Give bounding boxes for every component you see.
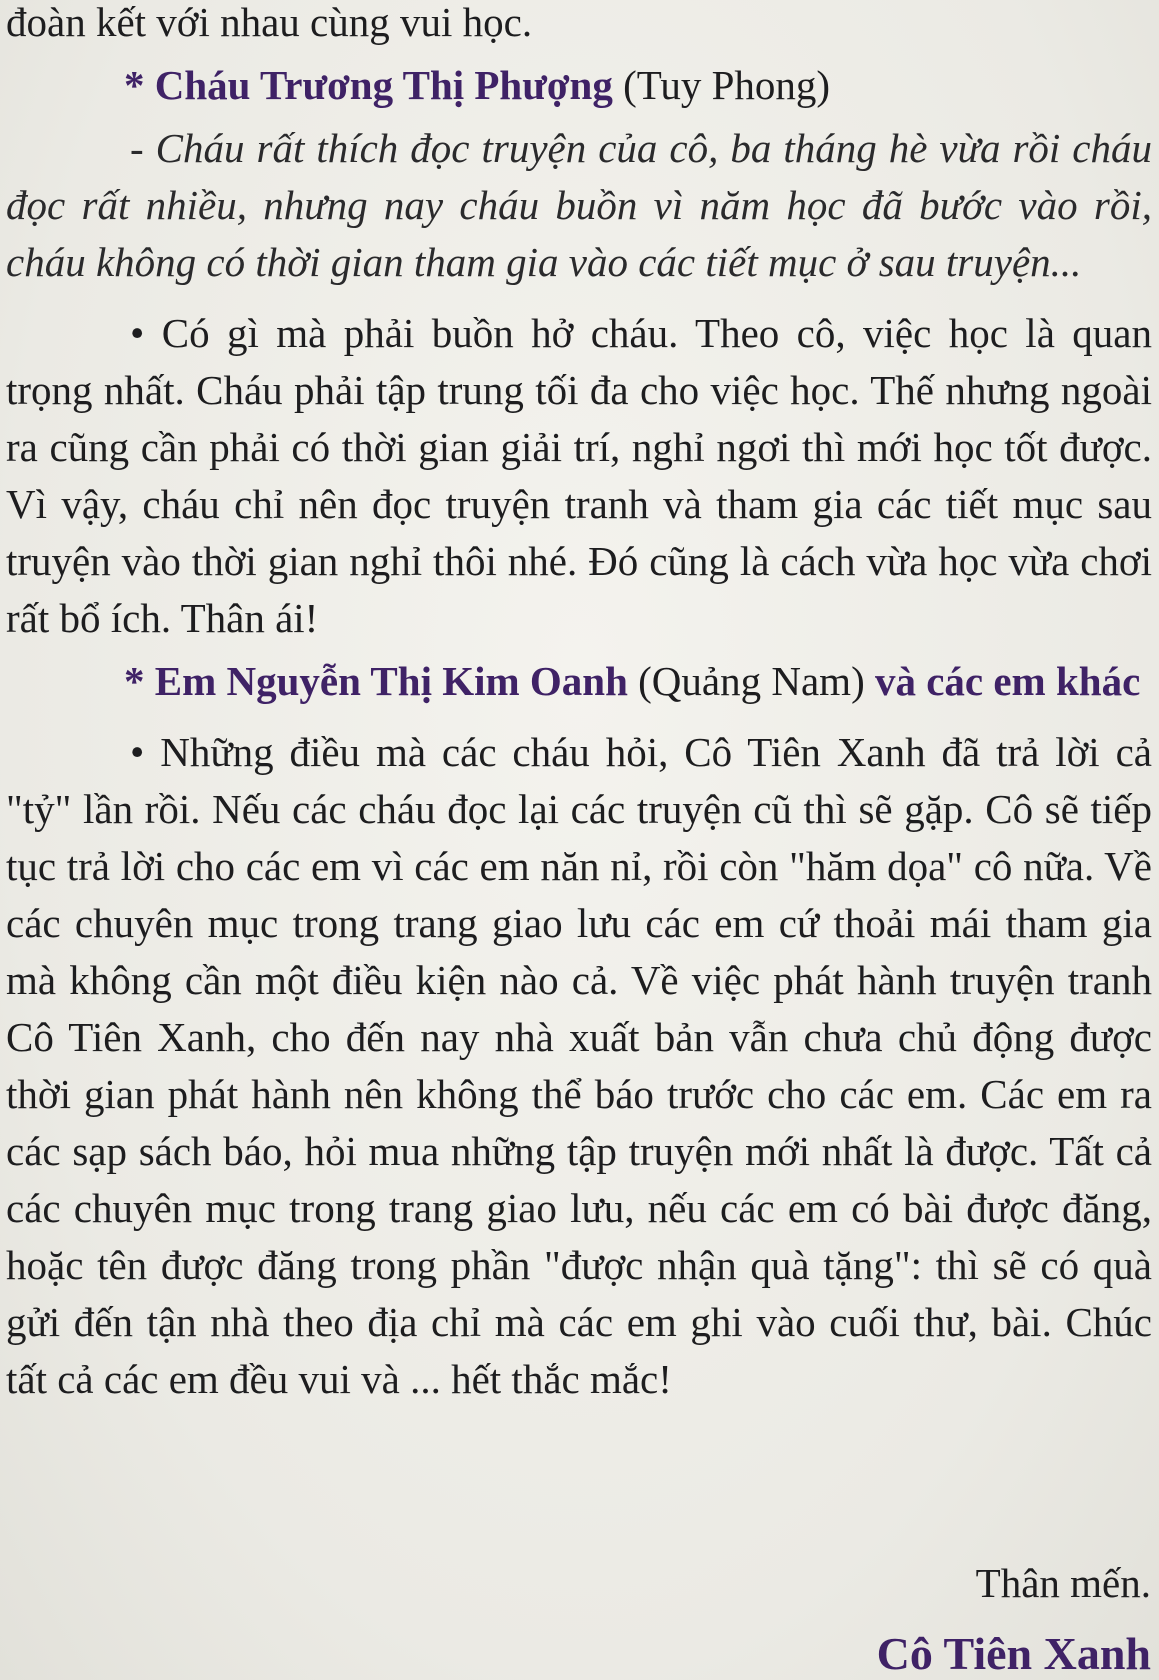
letter1-name: Cháu Trương Thị Phượng: [154, 62, 613, 108]
letter1-answer: • Có gì mà phải buồn hở cháu. Theo cô, việc học là quan trọng nhất. Cháu phải tập trung tối đa cho việc học. Thế nhưng ngoài ra cũng cần phải có thời gian giải trí, nghỉ ngơi thì mới học tốt được. Vì vậy, cháu chỉ nên đọc truyện tranh và tham gia các tiết mục sau truyện vào thời gian nghỉ thôi nhé. Đó cũng là cách vừa học vừa chơi rất bổ ích. Thân ái!: [6, 310, 1152, 641]
letter1-heading: [6, 57, 1152, 114]
letter1-question: - Cháu rất thích đọc truyện của cô, ba tháng hè vừa rồi cháu đọc rất nhiều, nhưng nay cháu buồn vì năm học đã bước vào rồi, cháu không có thời gian tham gia vào các tiết mục ở sau truyện...: [6, 125, 1152, 285]
letter2-star: *: [124, 658, 155, 704]
letter2-others: và các em khác: [874, 658, 1141, 704]
letter2-name: Em Nguyễn Thị Kim Oanh: [154, 658, 628, 704]
article-body: [6, 0, 1152, 1408]
letter1-place: (Tuy Phong): [612, 62, 831, 108]
letter2-heading: [6, 653, 1152, 710]
letter1-star: *: [124, 62, 155, 108]
letter2-answer: • Những điều mà các cháu hỏi, Cô Tiên Xanh đã trả lời cả "tỷ" lần rồi. Nếu các cháu đọc lại các truyện cũ thì sẽ gặp. Cô sẽ tiếp tục trả lời cho các em vì các em năn nỉ, rồi còn "hăm dọa" cô nữa. Về các chuyên mục trong trang giao lưu các em cứ thoải mái tham gia mà không cần một điều kiện nào cả. Về việc phát hành truyện tranh Cô Tiên Xanh, cho đến nay nhà xuất bản vẫn chưa chủ động được thời gian phát hành nên không thể báo trước cho các em. Các em ra các sạp sách báo, hỏi mua những tập truyện mới nhất là được. Tất cả các chuyên mục trong trang giao lưu, nếu các em có bài được đăng, hoặc tên được đăng trong phần "được nhận quà tặng": thì sẽ có quà gửi đến tận nhà theo địa chỉ mà các em ghi vào cuối thư, bài. Chúc tất cả các em đều vui và ... hết thắc mắc!: [6, 729, 1152, 1402]
carryover-line: đoàn kết với nhau cùng vui học.: [6, 0, 533, 45]
closing-line: Thân mến.: [975, 1560, 1151, 1606]
letter2-place: (Quảng Nam): [627, 658, 875, 704]
signature: Cô Tiên Xanh: [876, 1628, 1151, 1679]
